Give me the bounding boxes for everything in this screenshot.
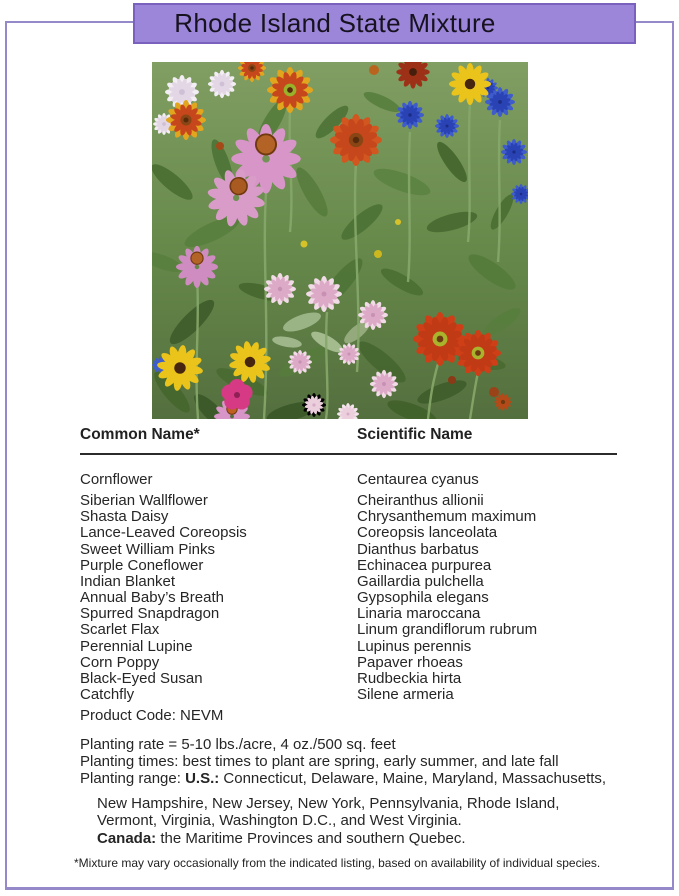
table-row	[80, 606, 655, 622]
table-row	[80, 687, 655, 703]
canada-label: Canada:	[97, 829, 157, 847]
footnote: *Mixture may vary occasionally from the indicated listing, based on availability of individual species.	[74, 856, 601, 870]
table-row	[80, 558, 655, 574]
common-name-cell: Corn Poppy	[80, 653, 160, 671]
common-name-cell: Annual Baby’s Breath	[80, 589, 224, 607]
table-row	[80, 472, 655, 488]
scientific-name-cell: Lupinus perennis	[357, 637, 472, 655]
table-row	[80, 509, 655, 525]
scientific-name-cell: Dianthus barbatus	[357, 540, 479, 558]
planting-range: Planting range: U.S.: Connecticut, Delaware, Maine, Maryland, Massachusetts,	[80, 770, 607, 788]
wildflower-photo	[152, 62, 528, 419]
scientific-name-cell: Coreopsis lanceolata	[357, 524, 498, 542]
table-row	[80, 622, 655, 638]
us-label: U.S.:	[185, 770, 220, 788]
common-name-cell: Shasta Daisy	[80, 508, 169, 526]
species-table	[80, 472, 655, 703]
scientific-name-cell: Rudbeckia hirta	[357, 669, 462, 687]
table-row	[80, 525, 655, 541]
canada-range: Canada: the Maritime Provinces and southern Quebec.	[97, 829, 466, 847]
product-code: Product Code: NEVM	[80, 707, 224, 724]
scientific-name-cell: Centaurea cyanus	[357, 471, 479, 488]
common-name-cell: Sweet William Pinks	[80, 540, 216, 558]
common-name-cell: Perennial Lupine	[80, 637, 193, 655]
common-name-cell: Scarlet Flax	[80, 621, 160, 639]
table-row	[80, 590, 655, 606]
table-row	[80, 574, 655, 590]
planting-times: Planting times: best times to plant are spring, early summer, and late fall	[80, 753, 559, 771]
table-header-row	[80, 426, 617, 444]
scientific-name-cell: Linaria maroccana	[357, 605, 481, 623]
scientific-name-cell: Chrysanthemum maximum	[357, 508, 537, 526]
page-title: Rhode Island State Mixture	[174, 8, 496, 38]
common-name-cell: Catchfly	[80, 686, 135, 704]
table-row	[80, 542, 655, 558]
scientific-name-cell: Cheiranthus allionii	[357, 492, 484, 510]
scientific-name-cell: Echinacea purpurea	[357, 556, 492, 574]
planting-rate: Planting rate = 5-10 lbs./acre, 4 oz./500 sq. feet	[80, 736, 396, 753]
scientific-name-cell: Papaver rhoeas	[357, 653, 463, 671]
common-name-header: Common Name*	[80, 426, 200, 443]
common-name-cell: Indian Blanket	[80, 572, 176, 590]
title-banner	[133, 3, 636, 44]
details-section	[80, 702, 658, 847]
scientific-name-cell: Linum grandiflorum rubrum	[357, 621, 538, 639]
table-row	[80, 493, 655, 509]
table-row	[80, 671, 655, 687]
common-name-cell: Spurred Snapdragon	[80, 605, 220, 623]
scientific-name-cell: Silene armeria	[357, 686, 454, 704]
wildflower-photo-svg	[152, 62, 528, 419]
header-underline	[80, 453, 617, 455]
common-name-cell: Black-Eyed Susan	[80, 669, 203, 687]
scientific-name-cell: Gaillardia pulchella	[357, 572, 484, 590]
us-states-line2: New Hampshire, New Jersey, New York, Pennsylvania, Rhode Island,	[97, 794, 560, 812]
table-row	[80, 655, 655, 671]
common-name-cell: Purple Coneflower	[80, 556, 204, 574]
common-name-cell: Lance-Leaved Coreopsis	[80, 524, 247, 542]
scientific-name-header: Scientific Name	[357, 426, 473, 443]
table-row	[80, 639, 655, 655]
common-name-cell: Siberian Wallflower	[80, 492, 208, 510]
common-name-cell: Cornflower	[80, 471, 153, 488]
us-states-line3: Vermont, Virginia, Washington D.C., and West Virginia.	[97, 812, 462, 830]
planting-range-continued	[97, 795, 658, 848]
scientific-name-cell: Gypsophila elegans	[357, 589, 489, 607]
